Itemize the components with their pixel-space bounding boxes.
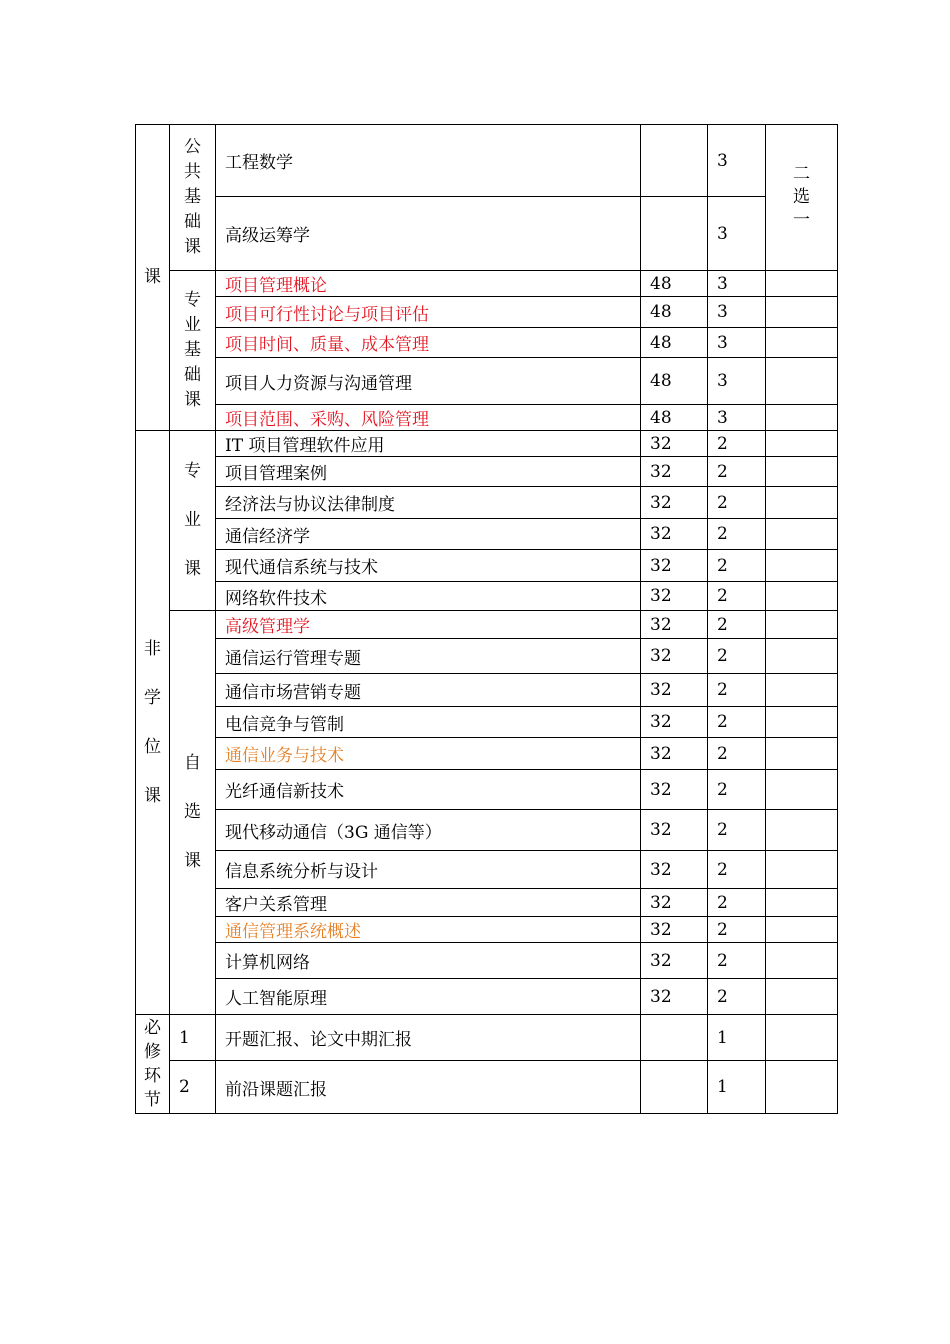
course-name: 通信运行管理专题 [216, 639, 641, 674]
subgroup-public-basic-char: 基 [184, 187, 201, 207]
remark-cell [766, 271, 838, 297]
course-hours: 32 [641, 674, 708, 707]
remark-cell [766, 487, 838, 519]
course-name: 网络软件技术 [216, 582, 641, 611]
course-credit: 2 [708, 943, 766, 979]
table-row [136, 125, 838, 197]
course-name: 经济法与协议法律制度 [216, 487, 641, 519]
course-hours: 32 [641, 851, 708, 889]
subgroup-specialty-basic-char: 础 [184, 365, 201, 385]
course-name: 人工智能原理 [216, 979, 641, 1015]
table-row [136, 639, 838, 674]
course-hours [641, 197, 708, 271]
item-name: 开题汇报、论文中期汇报 [216, 1015, 641, 1061]
course-hours: 32 [641, 770, 708, 810]
remark-cell [766, 328, 838, 358]
table-row [136, 457, 838, 487]
table-row [136, 917, 838, 943]
remark-cell [766, 943, 838, 979]
course-name: 项目范围、采购、风险管理 [216, 405, 641, 431]
subgroup-specialty-char: 专 [184, 461, 201, 481]
group-non-degree [136, 431, 170, 1015]
table-row [136, 1061, 838, 1114]
table-row [136, 550, 838, 582]
course-credit: 2 [708, 487, 766, 519]
course-name: 项目可行性讨论与项目评估 [216, 297, 641, 328]
subgroup-specialty-basic-char: 业 [184, 315, 201, 335]
course-name: 信息系统分析与设计 [216, 851, 641, 889]
course-table [135, 124, 838, 1114]
subgroup-public-basic-char: 础 [184, 212, 201, 232]
course-credit: 2 [708, 519, 766, 550]
course-credit: 2 [708, 979, 766, 1015]
course-name: 通信管理系统概述 [216, 917, 641, 943]
course-name: 工程数学 [216, 125, 641, 197]
course-hours: 32 [641, 979, 708, 1015]
subgroup-elective-char: 自 [184, 753, 201, 773]
course-credit: 2 [708, 889, 766, 917]
course-credit: 2 [708, 851, 766, 889]
course-hours: 32 [641, 519, 708, 550]
table-row [136, 770, 838, 810]
course-hours: 32 [641, 550, 708, 582]
course-credit: 2 [708, 611, 766, 639]
table-row [136, 851, 838, 889]
course-hours: 48 [641, 271, 708, 297]
subgroup-specialty-basic-char: 课 [184, 390, 201, 410]
course-credit: 3 [708, 197, 766, 271]
course-name: IT 项目管理软件应用 [216, 431, 641, 457]
remark-cell [766, 405, 838, 431]
course-credit: 2 [708, 550, 766, 582]
table-row [136, 271, 838, 297]
course-name: 高级运筹学 [216, 197, 641, 271]
course-credit: 2 [708, 707, 766, 738]
course-credit: 2 [708, 738, 766, 770]
subgroup-public-basic-char: 共 [184, 162, 201, 182]
remark-cell [766, 457, 838, 487]
course-hours: 32 [641, 917, 708, 943]
course-hours: 32 [641, 457, 708, 487]
course-name: 现代通信系统与技术 [216, 550, 641, 582]
course-credit: 2 [708, 457, 766, 487]
choose-one-note-char: 选 [793, 187, 810, 207]
remark-cell [766, 810, 838, 851]
remark-cell [766, 917, 838, 943]
table-row [136, 889, 838, 917]
course-hours: 32 [641, 582, 708, 611]
course-hours: 32 [641, 943, 708, 979]
table-row [136, 519, 838, 550]
table-row [136, 328, 838, 358]
course-name: 电信竞争与管制 [216, 707, 641, 738]
course-hours: 48 [641, 328, 708, 358]
item-number: 2 [170, 1061, 216, 1114]
group-required-char: 修 [144, 1042, 161, 1062]
group-required-char: 必 [144, 1018, 161, 1038]
table-row [136, 738, 838, 770]
remark-cell [766, 979, 838, 1015]
group-non-degree-char: 非 [144, 638, 161, 659]
choose-one-note-char: 二 [793, 164, 810, 184]
course-credit: 3 [708, 271, 766, 297]
course-name: 现代移动通信（3G 通信等） [216, 810, 641, 851]
course-name: 项目时间、质量、成本管理 [216, 328, 641, 358]
table-row [136, 943, 838, 979]
course-name: 计算机网络 [216, 943, 641, 979]
remark-cell [766, 639, 838, 674]
table-row [136, 297, 838, 328]
course-credit: 3 [708, 297, 766, 328]
course-credit: 3 [708, 328, 766, 358]
remark-cell [766, 582, 838, 611]
subgroup-specialty-char: 业 [184, 510, 201, 530]
course-credit: 3 [708, 358, 766, 405]
course-credit: 2 [708, 582, 766, 611]
choose-one-note-char: 一 [793, 210, 810, 230]
course-hours: 32 [641, 707, 708, 738]
subgroup-public-basic-char: 课 [184, 237, 201, 257]
table-row [136, 431, 838, 457]
remark-cell [766, 431, 838, 457]
table-row [136, 405, 838, 431]
course-name: 项目管理概论 [216, 271, 641, 297]
course-name: 通信业务与技术 [216, 738, 641, 770]
course-hours: 48 [641, 405, 708, 431]
table-row [136, 358, 838, 405]
course-credit: 2 [708, 639, 766, 674]
group-required-char: 环 [144, 1066, 161, 1086]
subgroup-public-basic-char: 公 [184, 137, 201, 157]
group-non-degree-char: 学 [144, 687, 161, 708]
table-row [136, 1015, 838, 1061]
group-non-degree-char: 位 [144, 736, 161, 757]
remark-cell [766, 611, 838, 639]
table-row [136, 707, 838, 738]
item-hours [641, 1061, 708, 1114]
table-row [136, 197, 838, 271]
course-name: 项目管理案例 [216, 457, 641, 487]
group-required-char: 节 [144, 1090, 161, 1110]
course-hours [641, 125, 708, 197]
table-row [136, 674, 838, 707]
course-hours: 32 [641, 639, 708, 674]
course-name: 项目人力资源与沟通管理 [216, 358, 641, 405]
course-credit: 2 [708, 810, 766, 851]
subgroup-specialty-basic-char: 基 [184, 340, 201, 360]
group-non-degree-char: 课 [144, 785, 161, 806]
course-name: 客户关系管理 [216, 889, 641, 917]
subgroup-specialty-basic [170, 271, 216, 431]
course-credit: 2 [708, 674, 766, 707]
remark-cell [766, 889, 838, 917]
item-number: 1 [170, 1015, 216, 1061]
remark-cell [766, 519, 838, 550]
remark-cell [766, 358, 838, 405]
subgroup-public-basic [170, 125, 216, 271]
course-name: 通信市场营销专题 [216, 674, 641, 707]
group-required [136, 1015, 170, 1114]
remark-cell [766, 550, 838, 582]
subgroup-elective [170, 611, 216, 1015]
course-credit: 3 [708, 125, 766, 197]
subgroup-specialty [170, 431, 216, 611]
group-degree-course-label: 课 [144, 267, 161, 287]
remark-cell [766, 851, 838, 889]
item-name: 前沿课题汇报 [216, 1061, 641, 1114]
course-name: 高级管理学 [216, 611, 641, 639]
remark-cell [766, 1015, 838, 1061]
course-credit: 2 [708, 770, 766, 810]
course-hours: 48 [641, 297, 708, 328]
course-credit: 3 [708, 405, 766, 431]
course-hours: 32 [641, 431, 708, 457]
table-row [136, 611, 838, 639]
subgroup-elective-char: 课 [184, 851, 201, 871]
choose-one-note [766, 125, 838, 271]
subgroup-elective-char: 选 [184, 802, 201, 822]
remark-cell [766, 770, 838, 810]
remark-cell [766, 1061, 838, 1114]
course-credit: 2 [708, 431, 766, 457]
item-hours [641, 1015, 708, 1061]
group-degree-course [136, 125, 170, 431]
course-hours: 32 [641, 487, 708, 519]
table-row [136, 582, 838, 611]
course-hours: 32 [641, 889, 708, 917]
subgroup-specialty-basic-char: 专 [184, 290, 201, 310]
table-row [136, 810, 838, 851]
table-row [136, 979, 838, 1015]
course-hours: 48 [641, 358, 708, 405]
remark-cell [766, 738, 838, 770]
course-hours: 32 [641, 611, 708, 639]
item-credit: 1 [708, 1015, 766, 1061]
course-credit: 2 [708, 917, 766, 943]
remark-cell [766, 707, 838, 738]
table-row [136, 487, 838, 519]
remark-cell [766, 297, 838, 328]
course-name: 通信经济学 [216, 519, 641, 550]
course-name: 光纤通信新技术 [216, 770, 641, 810]
course-hours: 32 [641, 810, 708, 851]
remark-cell [766, 674, 838, 707]
course-hours: 32 [641, 738, 708, 770]
item-credit: 1 [708, 1061, 766, 1114]
subgroup-specialty-char: 课 [184, 559, 201, 579]
